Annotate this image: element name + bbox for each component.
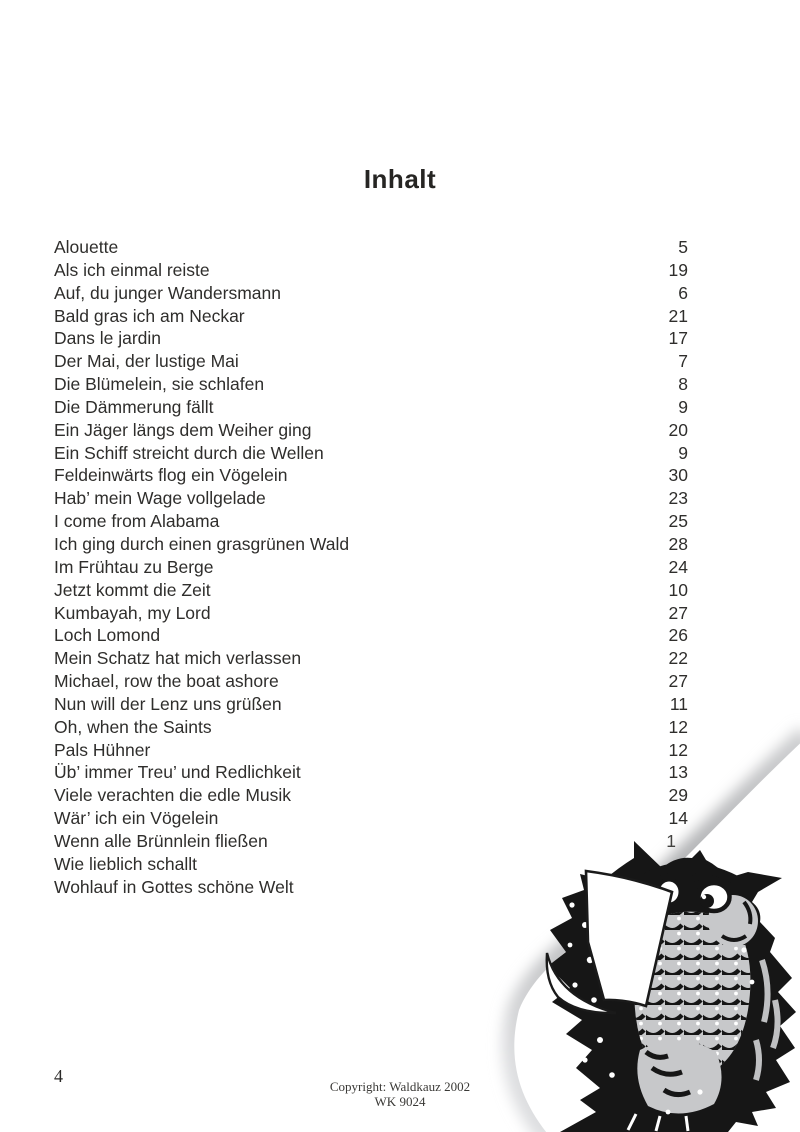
toc-row [54, 853, 688, 876]
toc-row [54, 624, 688, 647]
toc-song-title: Ich ging durch einen grasgrünen Wald [54, 533, 350, 554]
toc-page-number: 27 [668, 671, 688, 692]
toc-page-number: 14 [668, 808, 688, 829]
toc-song-title: Wie lieblich schallt [54, 853, 197, 874]
toc-page-number: 29 [668, 785, 688, 806]
copyright-block [0, 1079, 800, 1109]
toc-page-number: 26 [668, 625, 688, 646]
toc-row [54, 442, 688, 465]
toc-row [54, 761, 688, 784]
toc-song-title: Alouette [54, 237, 119, 257]
toc-page-number: 20 [668, 419, 688, 440]
toc-song-title: Oh, when the Saints [54, 716, 212, 737]
toc-row [54, 282, 688, 305]
toc-song-title: Ein Schiff streicht durch die Wellen [54, 442, 324, 463]
toc-song-title: Die Dämmerung fällt [54, 396, 214, 417]
toc-song-title: Ein Jäger längs dem Weiher ging [54, 419, 312, 440]
toc-row [54, 876, 688, 899]
toc-page-number: 7 [678, 351, 688, 372]
toc-page-number: 1 [666, 830, 676, 851]
toc-page-number: 11 [669, 693, 688, 714]
toc-page-number: 9 [678, 442, 688, 463]
toc-row [54, 556, 688, 579]
toc-song-title: Loch Lomond [54, 625, 161, 646]
copyright-line-2: WK 9024 [374, 1094, 426, 1109]
toc-song-title: Jetzt kommt die Zeit [54, 579, 211, 600]
toc-row [54, 259, 688, 282]
toc-song-title: Der Mai, der lustige Mai [54, 351, 239, 372]
toc-page-number: 9 [678, 396, 688, 417]
toc-row [54, 350, 688, 373]
toc-row [54, 739, 688, 762]
toc-page-number: 22 [668, 648, 688, 669]
toc-song-title: Pals Hühner [54, 739, 151, 760]
page-title: Inhalt [363, 164, 437, 194]
toc-row [54, 373, 688, 396]
toc-song-title: Als ich einmal reiste [54, 259, 210, 280]
toc-page-number: 21 [668, 305, 688, 326]
toc-row [54, 647, 688, 670]
toc-song-title: Feldeinwärts flog ein Vögelein [54, 465, 288, 486]
toc-song-title: Kumbayah, my Lord [54, 602, 211, 623]
toc-row [54, 602, 688, 625]
toc-row [54, 830, 688, 853]
toc-row [54, 533, 688, 556]
toc-row [54, 693, 688, 716]
toc-page-number: 28 [668, 533, 688, 554]
toc-row [54, 670, 688, 693]
toc-row [54, 716, 688, 739]
toc-row [54, 510, 688, 533]
toc-row [54, 236, 688, 259]
toc-row [54, 487, 688, 510]
toc-page-number: 17 [668, 328, 688, 349]
toc-page-number: 19 [668, 259, 688, 280]
copyright-line-1: Copyright: Waldkauz 2002 [329, 1079, 471, 1094]
toc-page-number: 24 [668, 556, 688, 577]
toc-song-title: Wenn alle Brünnlein fließen [54, 830, 268, 851]
toc-song-title: Nun will der Lenz uns grüßen [54, 693, 282, 714]
toc-page-number: 5 [678, 237, 688, 257]
toc-page-number: 8 [678, 374, 688, 395]
toc-page-number: 23 [668, 488, 688, 509]
toc-song-title: Hab’ mein Wage vollgelade [54, 488, 266, 509]
toc-page-number: 25 [668, 511, 688, 532]
toc-song-title: Michael, row the boat ashore [54, 671, 279, 692]
toc-song-title: Viele verachten die edle Musik [54, 785, 292, 806]
toc-page-number: 12 [668, 716, 688, 737]
toc-row [54, 305, 688, 328]
folio-page-number: 4 [54, 1066, 63, 1086]
toc-page-number: 30 [668, 465, 688, 486]
toc-song-title: Bald gras ich am Neckar [54, 305, 245, 326]
toc-page-number: 6 [678, 282, 688, 303]
toc-page-number: 27 [668, 602, 688, 623]
toc-row [54, 419, 688, 442]
toc-song-title: Dans le jardin [54, 328, 161, 349]
toc-song-title: Im Frühtau zu Berge [54, 556, 214, 577]
toc-song-title: Mein Schatz hat mich verlassen [54, 648, 302, 669]
toc-song-title: Üb’ immer Treu’ und Redlichkeit [54, 762, 301, 783]
toc-row [54, 327, 688, 350]
toc-row [54, 579, 688, 602]
toc-row [54, 396, 688, 419]
toc-page-number: 12 [668, 739, 688, 760]
toc-page-number: 13 [668, 762, 688, 783]
toc-song-title: Die Blümelein, sie schlafen [54, 374, 265, 395]
toc-song-title: Wär’ ich ein Vögelein [54, 808, 219, 829]
toc-list [54, 236, 688, 898]
toc-song-title: Wohlauf in Gottes schöne Welt [54, 876, 294, 897]
toc-song-title: I come from Alabama [54, 511, 220, 532]
toc-row [54, 464, 688, 487]
toc-page-number: 10 [668, 579, 688, 600]
toc-row [54, 784, 688, 807]
toc-song-title: Auf, du junger Wandersmann [54, 282, 281, 303]
toc-row [54, 807, 688, 830]
